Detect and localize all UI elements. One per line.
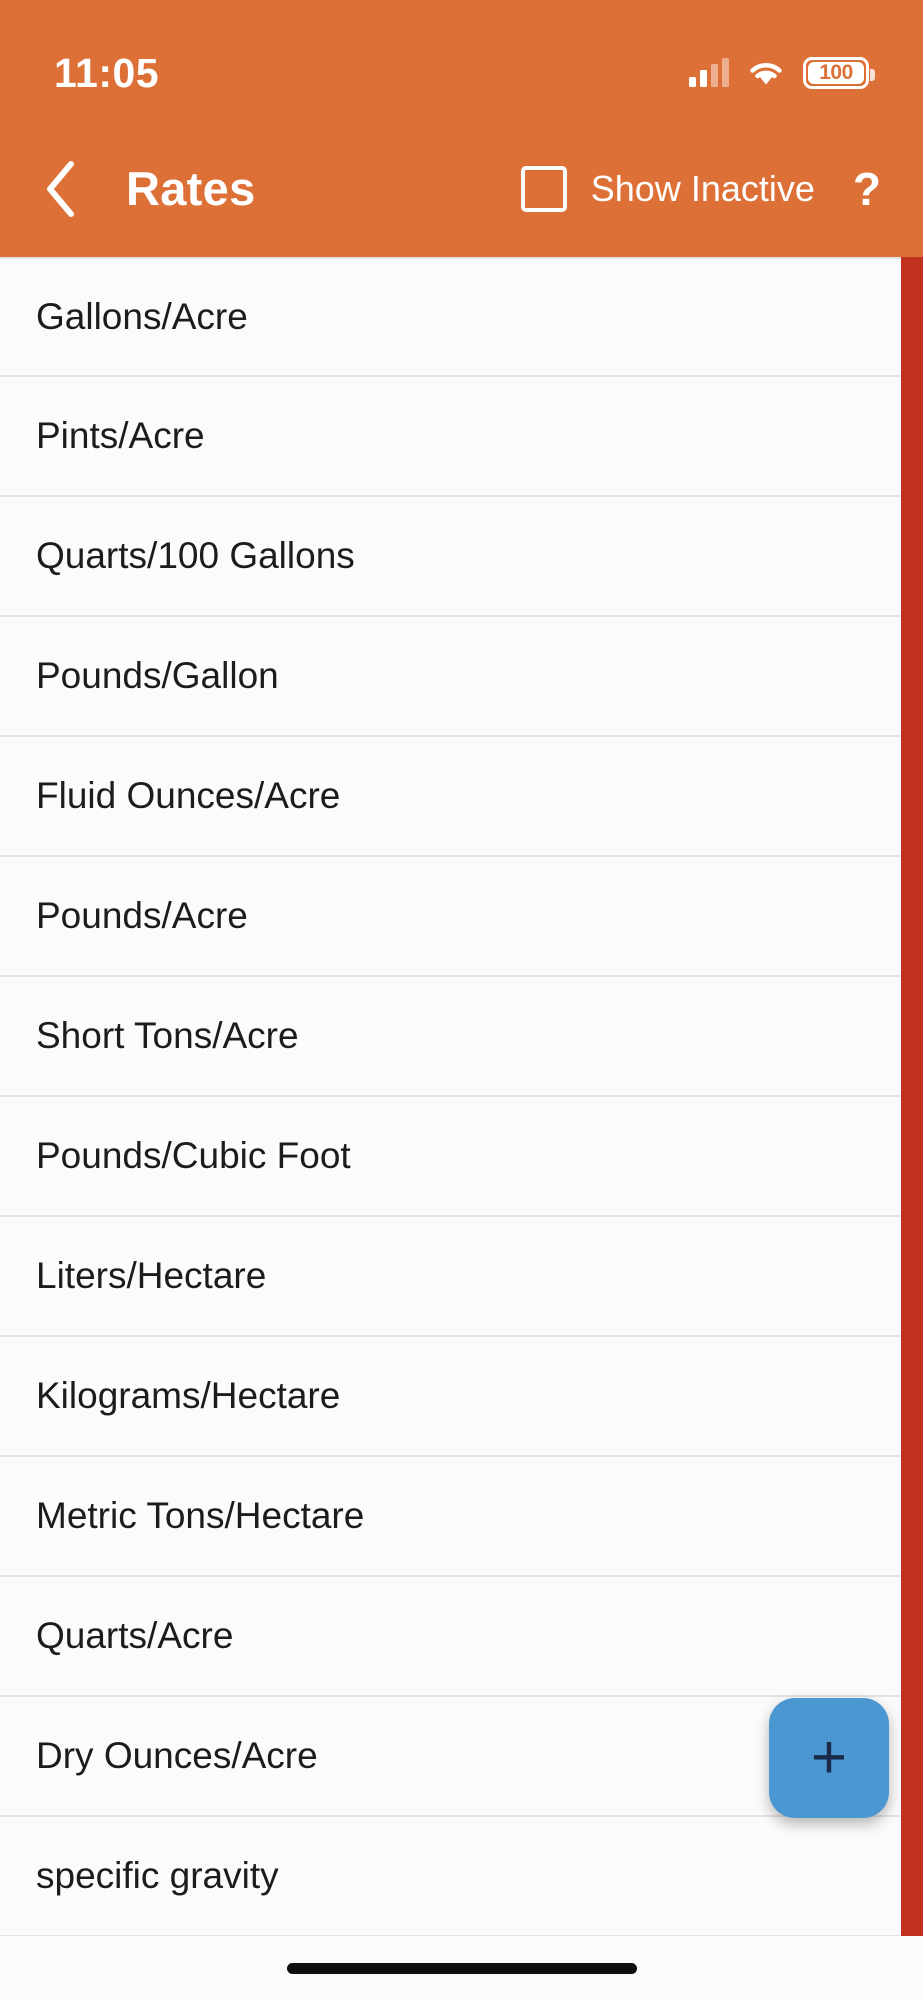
list-item-label: Kilograms/Hectare xyxy=(36,1375,341,1416)
home-indicator-area xyxy=(0,1936,923,2000)
add-rate-button[interactable] xyxy=(769,1698,889,1818)
list-item[interactable] xyxy=(0,257,923,377)
rates-list-container[interactable] xyxy=(0,257,923,1936)
list-item[interactable] xyxy=(0,377,923,497)
list-item-label: Pints/Acre xyxy=(36,415,205,456)
show-inactive-label[interactable]: Show Inactive xyxy=(590,167,815,209)
list-item[interactable] xyxy=(0,1577,923,1697)
battery-percent: 100 xyxy=(819,61,853,84)
list-item-label: Short Tons/Acre xyxy=(36,1015,299,1056)
show-inactive-checkbox[interactable] xyxy=(521,166,567,212)
page-title: Rates xyxy=(126,162,256,215)
plus-icon: + xyxy=(810,1723,848,1793)
list-item-label: specific gravity xyxy=(36,1855,279,1896)
wifi-icon xyxy=(747,59,785,87)
list-accent-bar xyxy=(901,257,923,1936)
list-item-label: Pounds/Gallon xyxy=(36,655,279,696)
list-item[interactable] xyxy=(0,857,923,977)
status-time: 11:05 xyxy=(54,49,160,96)
list-item-label: Quarts/100 Gallons xyxy=(36,535,355,576)
nav-bar xyxy=(0,120,923,257)
list-item[interactable] xyxy=(0,497,923,617)
home-indicator xyxy=(287,1963,637,1974)
status-bar xyxy=(0,0,923,120)
list-item-label: Liters/Hectare xyxy=(36,1255,267,1296)
back-button[interactable] xyxy=(30,154,90,224)
list-item-label: Gallons/Acre xyxy=(36,296,248,337)
status-indicators xyxy=(689,57,869,89)
list-item-label: Fluid Ounces/Acre xyxy=(36,775,341,816)
list-item[interactable] xyxy=(0,1817,923,1936)
list-item[interactable] xyxy=(0,1097,923,1217)
rates-list[interactable] xyxy=(0,257,923,1936)
list-item[interactable] xyxy=(0,1457,923,1577)
cellular-signal-icon xyxy=(689,59,729,87)
chevron-left-icon xyxy=(43,160,77,218)
list-item[interactable] xyxy=(0,617,923,737)
list-item[interactable] xyxy=(0,1217,923,1337)
list-item-label: Pounds/Cubic Foot xyxy=(36,1135,351,1176)
list-item-label: Dry Ounces/Acre xyxy=(36,1735,318,1776)
list-item-label: Pounds/Acre xyxy=(36,895,248,936)
list-item[interactable] xyxy=(0,977,923,1097)
list-item-label: Metric Tons/Hectare xyxy=(36,1495,365,1536)
list-item[interactable] xyxy=(0,737,923,857)
list-item[interactable] xyxy=(0,1337,923,1457)
list-item-label: Quarts/Acre xyxy=(36,1615,234,1656)
nav-actions xyxy=(521,162,887,216)
help-button[interactable]: ? xyxy=(852,162,881,215)
battery-icon xyxy=(803,57,869,89)
